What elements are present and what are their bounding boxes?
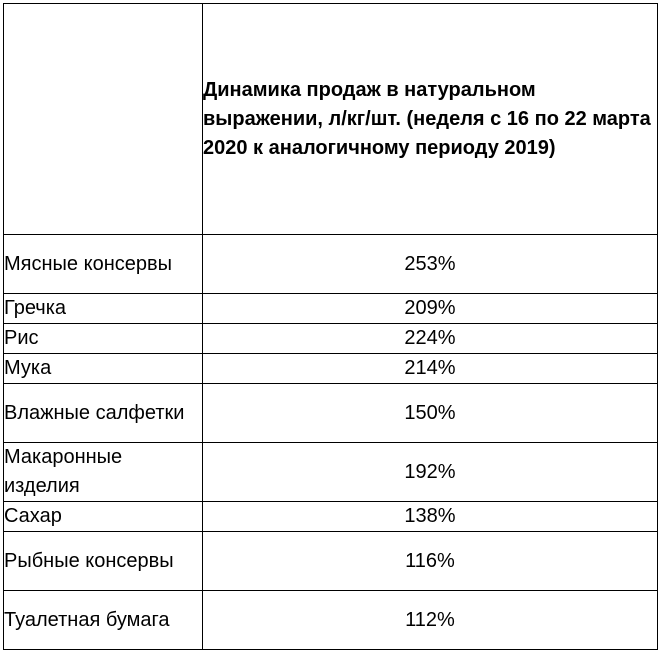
- sales-change-value: 116%: [203, 532, 658, 591]
- table-row: [4, 443, 658, 502]
- sales-change-value: 209%: [203, 294, 658, 324]
- table-row: [4, 384, 658, 443]
- table-row: [4, 354, 658, 384]
- product-name: Туалетная бумага: [4, 591, 203, 650]
- table-row: [4, 502, 658, 532]
- sales-change-value: 150%: [203, 384, 658, 443]
- sales-change-value: 224%: [203, 324, 658, 354]
- product-name: Гречка: [4, 294, 203, 324]
- product-name: Рис: [4, 324, 203, 354]
- sales-change-value: 112%: [203, 591, 658, 650]
- header-row: [4, 4, 658, 235]
- product-name: Влажные салфетки: [4, 384, 203, 443]
- table-row: [4, 532, 658, 591]
- sales-change-value: 214%: [203, 354, 658, 384]
- table-row: [4, 235, 658, 294]
- table-row: [4, 294, 658, 324]
- table-row: [4, 591, 658, 650]
- product-name: Мука: [4, 354, 203, 384]
- sales-change-value: 192%: [203, 443, 658, 502]
- sales-dynamics-table: [3, 3, 658, 650]
- product-name: Сахар: [4, 502, 203, 532]
- table-row: [4, 324, 658, 354]
- product-name: Мясные консервы: [4, 235, 203, 294]
- column-header: Динамика продаж в натуральном выражении, л/кг/шт. (неделя с 16 по 22 марта 2020 к аналогичному периоду 2019): [203, 4, 658, 235]
- product-name: Макаронные изделия: [4, 443, 203, 502]
- sales-change-value: 138%: [203, 502, 658, 532]
- sales-change-value: 253%: [203, 235, 658, 294]
- empty-corner-cell: [4, 4, 203, 235]
- product-name: Рыбные консервы: [4, 532, 203, 591]
